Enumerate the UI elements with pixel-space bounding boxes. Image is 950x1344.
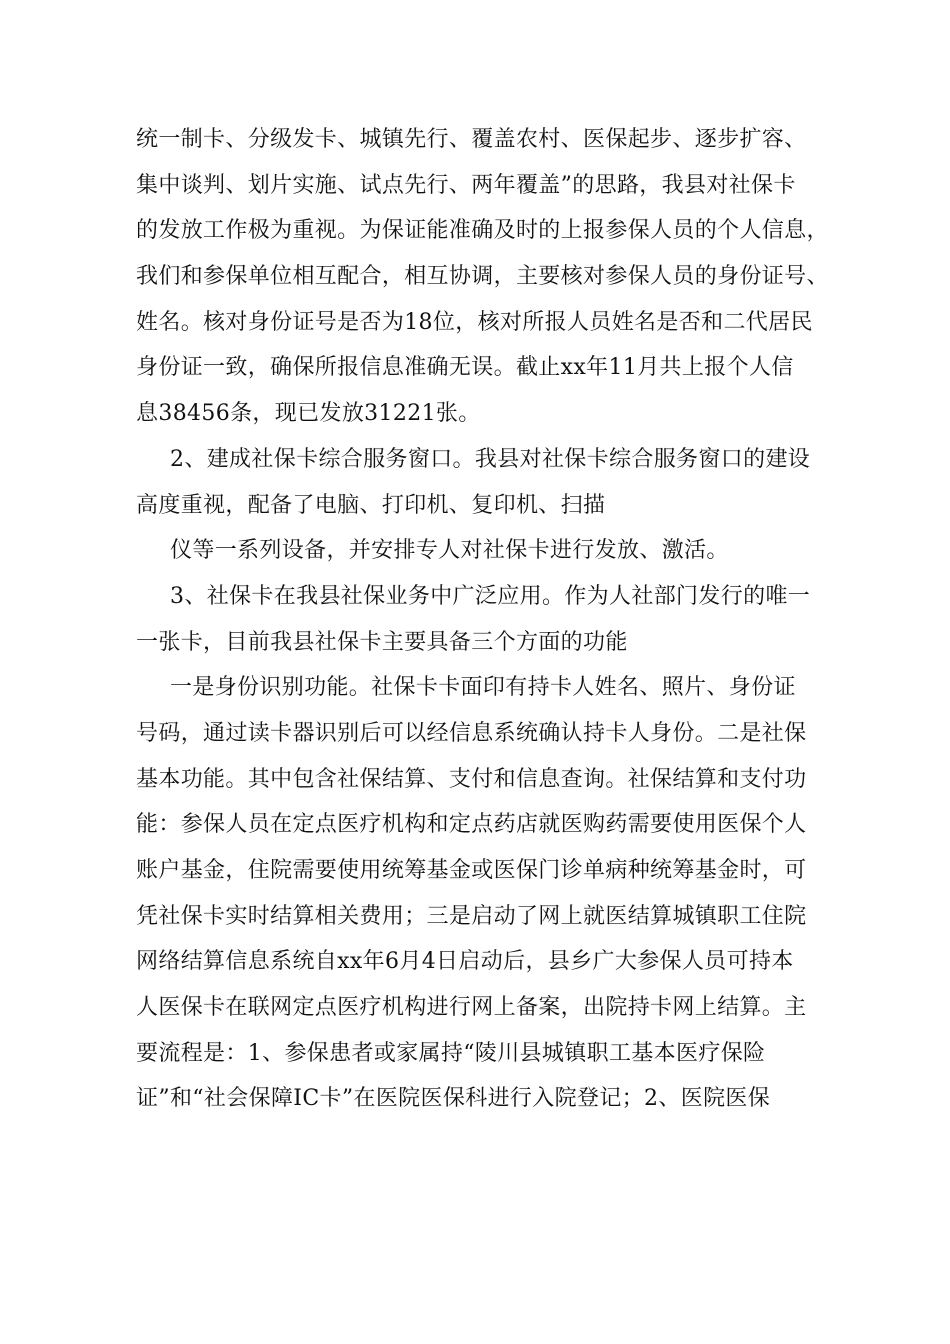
- paragraph-card-application: [136, 574, 816, 665]
- text-line: 2、建成社保卡综合服务窗口。我县对社保卡综合服务窗口的建设: [170, 446, 811, 472]
- paragraph-card-functions: [136, 665, 816, 1122]
- text-line: 身份证一致，确保所报信息准确无误。截止xx年11月共上报个人信: [136, 355, 794, 381]
- text-line: 基本功能。其中包含社保结算、支付和信息查询。社保结算和支付功: [136, 766, 807, 792]
- text-line: 凭社保卡实时结算相关费用；三是启动了网上就医结算城镇职工住院: [136, 903, 807, 929]
- text-line: 的发放工作极为重视。为保证能准确及时的上报参保人员的个人信息，: [136, 218, 829, 244]
- paragraph-equipment: [136, 528, 816, 574]
- text-line: 仪等一系列设备，并安排专人对社保卡进行发放、激活。: [170, 538, 729, 564]
- text-line: 账户基金，住院需要使用统筹基金或医保门诊单病种统筹基金时，可: [136, 858, 807, 883]
- text-line: 高度重视，配备了电脑、打印机、复印机、扫描: [136, 492, 606, 518]
- text-line: 证”和“社会保障IC卡”在医院医保科进行入院登记；2、医院医保: [136, 1086, 771, 1112]
- text-line: 3、社保卡在我县社保业务中广泛应用。作为人社部门发行的唯一: [170, 583, 811, 609]
- text-line: 统一制卡、分级发卡、城镇先行、覆盖农村、医保起步、逐步扩容、: [136, 127, 807, 152]
- text-line: 集中谈判、划片实施、试点先行、两年覆盖”的思路，我县对社保卡: [136, 172, 796, 198]
- text-line: 要流程是：1、参保患者或家属持“陵川县城镇职工基本医疗保险: [136, 1040, 766, 1066]
- paragraph-service-window: [136, 437, 816, 528]
- text-line: 一张卡，目前我县社保卡主要具备三个方面的功能: [136, 629, 628, 655]
- text-line: 网络结算信息系统自xx年6月4日启动后，县乡广大参保人员可持本: [136, 949, 794, 975]
- text-line: 号码，通过读卡器识别后可以经信息系统确认持卡人身份。二是社保: [136, 720, 807, 746]
- paragraph-card-issuance: [136, 117, 829, 437]
- text-line: 能：参保人员在定点医疗机构和定点药店就医购药需要使用医保个人: [136, 812, 807, 838]
- text-line: 息38456条，现已发放31221张。: [136, 401, 481, 427]
- text-line: 姓名。核对身份证号是否为18位，核对所报人员姓名是否和二代居民: [136, 309, 813, 335]
- text-line: 一是身份识别功能。社保卡卡面印有持卡人姓名、照片、身份证: [170, 675, 796, 701]
- text-line: 人医保卡在联网定点医疗机构进行网上备案，出院持卡网上结算。主: [136, 995, 807, 1021]
- text-line: 我们和参保单位相互配合，相互协调，主要核对参保人员的身份证号、: [136, 264, 829, 290]
- body-text: [136, 117, 829, 1122]
